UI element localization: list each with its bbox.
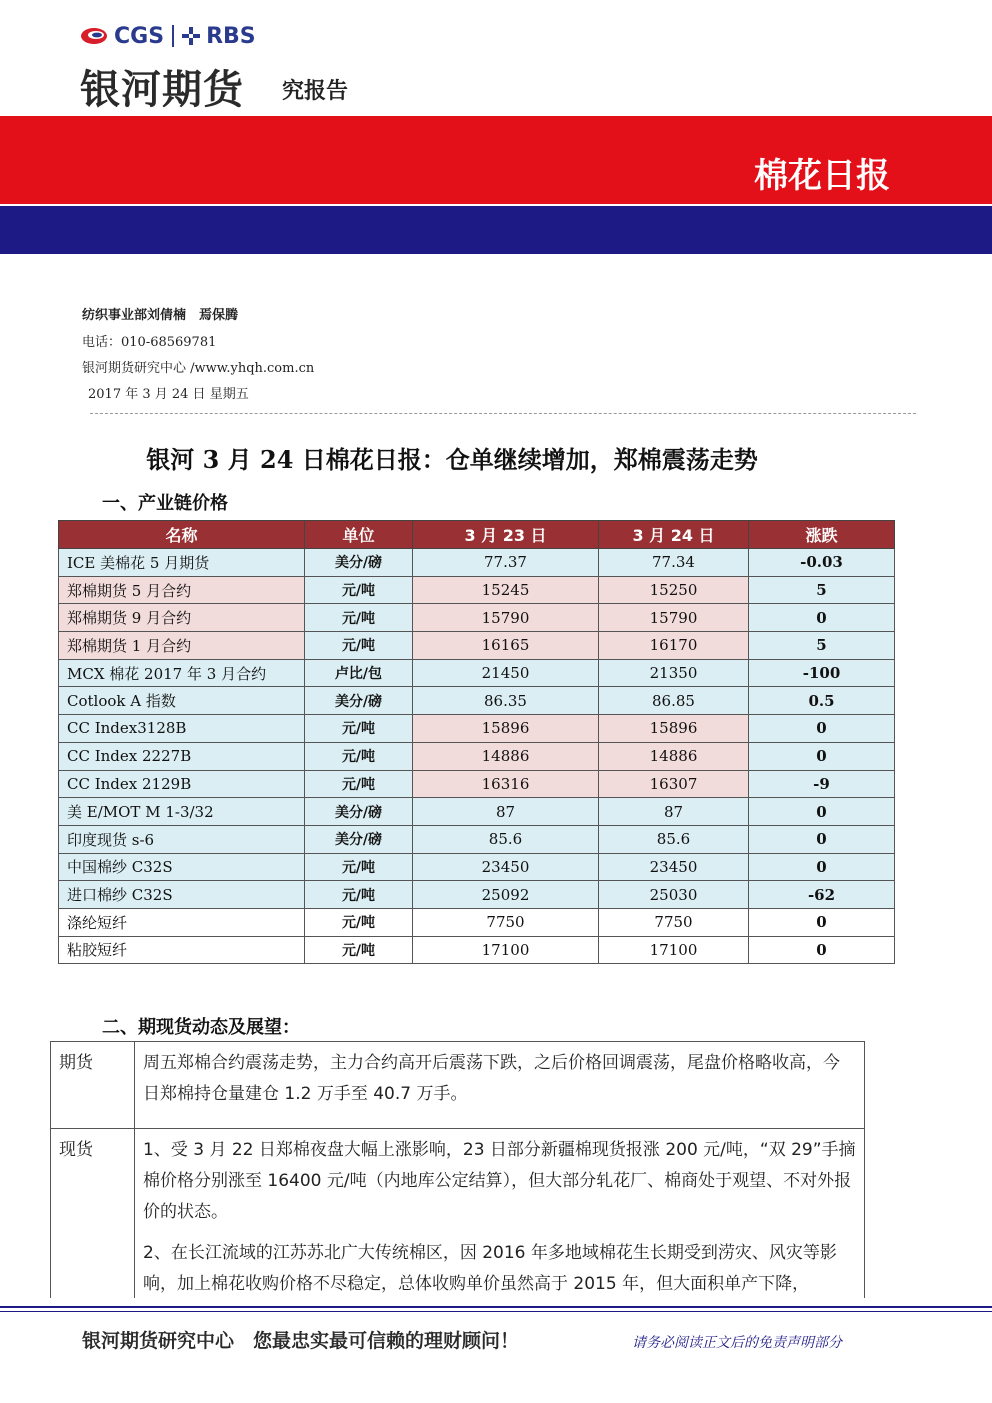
- cell-change: 5: [749, 576, 895, 604]
- col-header-unit: 单位: [305, 521, 413, 549]
- cell-unit: 元/吨: [305, 770, 413, 798]
- cell-unit: 美分/磅: [305, 825, 413, 853]
- cell-name: Cotlook A 指数: [59, 687, 305, 715]
- cell-day1: 87: [413, 798, 599, 826]
- cell-day2: 16170: [599, 632, 749, 660]
- section-title-prices: 一、产业链价格: [102, 493, 228, 514]
- table-row: [59, 881, 895, 909]
- company-name: 银河期货: [80, 67, 244, 113]
- cell-name: 涤纶短纤: [59, 908, 305, 936]
- footer-disclaimer: 请务必阅读正文后的免责声明部分: [632, 1335, 842, 1351]
- cell-name: 粘胶短纤: [59, 936, 305, 964]
- rbs-daisy-icon: [182, 27, 200, 45]
- cell-unit: 卢比/包: [305, 659, 413, 687]
- table-row: [59, 687, 895, 715]
- table-row: [59, 549, 895, 577]
- cell-change: -62: [749, 881, 895, 909]
- col-header-name: 名称: [59, 521, 305, 549]
- cell-day2: 86.85: [599, 687, 749, 715]
- spot-paragraph-2: 2、在长江流域的江苏苏北广大传统棉区，因 2016 年多地域棉花生长期受到涝灾、风灾等影响，加上棉花收购价格不尽稳定，总体收购单价虽然高于 2015 年，但大面积单产下降，: [143, 1243, 837, 1294]
- footer-slogan: 银河期货研究中心 您最忠实最可信赖的理财顾问！: [82, 1330, 520, 1352]
- cell-change: 0: [749, 604, 895, 632]
- cell-change: -9: [749, 770, 895, 798]
- futures-paragraph: 周五郑棉合约震荡走势，主力合约高开后震荡下跌，之后价格回调震荡，尾盘价格略收高，今日郑棉持仓量建仓 1.2 万手至 40.7 万手。: [143, 1053, 840, 1104]
- cell-day2: 15896: [599, 715, 749, 743]
- table-row: [59, 908, 895, 936]
- cell-unit: 元/吨: [305, 632, 413, 660]
- cell-name: CC Index3128B: [59, 715, 305, 743]
- cell-name: ICE 美棉花 5 月期货: [59, 549, 305, 577]
- cell-day2: 16307: [599, 770, 749, 798]
- cell-change: -0.03: [749, 549, 895, 577]
- cell-day2: 15250: [599, 576, 749, 604]
- cell-name: 郑棉期货 5 月合约: [59, 576, 305, 604]
- col-header-day2: 3 月 24 日: [599, 521, 749, 549]
- cell-unit: 元/吨: [305, 881, 413, 909]
- cell-name: CC Index 2227B: [59, 742, 305, 770]
- divider: [90, 413, 916, 414]
- futures-row: [51, 1042, 865, 1129]
- table-row: [59, 604, 895, 632]
- cell-name: 郑棉期货 9 月合约: [59, 604, 305, 632]
- table-row: [59, 853, 895, 881]
- cell-day1: 16316: [413, 770, 599, 798]
- cell-unit: 美分/磅: [305, 549, 413, 577]
- cell-day2: 14886: [599, 742, 749, 770]
- cell-day1: 86.35: [413, 687, 599, 715]
- report-date: 2017 年 3 月 24 日 星期五: [88, 387, 249, 402]
- table-row: [59, 659, 895, 687]
- spot-row: [51, 1129, 865, 1317]
- cell-name: 进口棉纱 C32S: [59, 881, 305, 909]
- research-center: 银河期货研究中心 /www.yhqh.com.cn: [82, 361, 315, 376]
- cell-day1: 15245: [413, 576, 599, 604]
- cgs-rbs-logo: [80, 22, 256, 50]
- table-row: [59, 576, 895, 604]
- blue-banner: [0, 206, 992, 254]
- table-row: [59, 715, 895, 743]
- table-row: [59, 632, 895, 660]
- footer-rule: [0, 1306, 992, 1308]
- logo-rbs-text: RBS: [206, 23, 256, 49]
- cell-day2: 85.6: [599, 825, 749, 853]
- section-title-outlook: 二、期现货动态及展望：: [102, 1017, 300, 1038]
- table-row: [59, 825, 895, 853]
- cell-day2: 15790: [599, 604, 749, 632]
- spot-label: 现货: [51, 1129, 135, 1317]
- cell-day2: 21350: [599, 659, 749, 687]
- price-table: [58, 520, 895, 964]
- headline: 银河 3 月 24 日棉花日报：仓单继续增加，郑棉震荡走势: [146, 445, 758, 474]
- phone: 电话：010-68569781: [82, 335, 217, 350]
- cell-day1: 23450: [413, 853, 599, 881]
- cell-name: 美 E/MOT M 1-3/32: [59, 798, 305, 826]
- cell-change: 0: [749, 936, 895, 964]
- cell-change: 0: [749, 715, 895, 743]
- cell-name: 郑棉期货 1 月合约: [59, 632, 305, 660]
- cell-change: 0: [749, 742, 895, 770]
- cell-unit: 元/吨: [305, 908, 413, 936]
- cell-change: 0: [749, 798, 895, 826]
- footer-rule-thin: [0, 1311, 992, 1312]
- table-row: [59, 770, 895, 798]
- cell-change: 0.5: [749, 687, 895, 715]
- table-row: [59, 798, 895, 826]
- cell-day1: 15896: [413, 715, 599, 743]
- cell-day2: 7750: [599, 908, 749, 936]
- cell-day1: 25092: [413, 881, 599, 909]
- col-header-day1: 3 月 23 日: [413, 521, 599, 549]
- cell-unit: 美分/磅: [305, 798, 413, 826]
- cell-day2: 17100: [599, 936, 749, 964]
- spot-text: [135, 1129, 865, 1317]
- cell-day1: 7750: [413, 908, 599, 936]
- cell-name: CC Index 2129B: [59, 770, 305, 798]
- cell-name: MCX 棉花 2017 年 3 月合约: [59, 659, 305, 687]
- cell-unit: 元/吨: [305, 604, 413, 632]
- cell-change: 0: [749, 853, 895, 881]
- report-type: 究报告: [282, 79, 349, 104]
- cell-unit: 元/吨: [305, 853, 413, 881]
- table-row: [59, 742, 895, 770]
- logo-cgs-text: CGS: [114, 23, 165, 49]
- cell-change: 0: [749, 908, 895, 936]
- cell-change: 5: [749, 632, 895, 660]
- cell-day2: 77.34: [599, 549, 749, 577]
- cell-day1: 15790: [413, 604, 599, 632]
- cell-name: 印度现货 s-6: [59, 825, 305, 853]
- table-row: [59, 936, 895, 964]
- cell-unit: 美分/磅: [305, 687, 413, 715]
- table-header-row: [59, 521, 895, 549]
- outlook-table: [50, 1041, 865, 1317]
- futures-label: 期货: [51, 1042, 135, 1129]
- cell-unit: 元/吨: [305, 742, 413, 770]
- cgs-swirl-icon: [80, 26, 108, 46]
- cell-day2: 25030: [599, 881, 749, 909]
- cell-change: 0: [749, 825, 895, 853]
- cell-day1: 17100: [413, 936, 599, 964]
- cell-day2: 23450: [599, 853, 749, 881]
- futures-text: [135, 1042, 865, 1129]
- cell-unit: 元/吨: [305, 715, 413, 743]
- authors: 纺织事业部刘倩楠 焉保腾: [82, 308, 239, 323]
- spot-paragraph-1: 1、受 3 月 22 日郑棉夜盘大幅上涨影响，23 日部分新疆棉现货报涨 200 元/吨，“双 29”手摘棉价格分别涨至 16400 元/吨（内地库公定结算），但大部分轧花厂、棉商处于观望、不对外报价的状态。: [143, 1140, 856, 1222]
- logo-divider: [172, 25, 174, 47]
- cell-change: -100: [749, 659, 895, 687]
- report-title: 棉花日报: [754, 156, 890, 196]
- cell-name: 中国棉纱 C32S: [59, 853, 305, 881]
- cell-unit: 元/吨: [305, 936, 413, 964]
- cell-day1: 21450: [413, 659, 599, 687]
- cell-day1: 14886: [413, 742, 599, 770]
- col-header-change: 涨跌: [749, 521, 895, 549]
- cell-day1: 85.6: [413, 825, 599, 853]
- cell-day1: 16165: [413, 632, 599, 660]
- cell-unit: 元/吨: [305, 576, 413, 604]
- cell-day2: 87: [599, 798, 749, 826]
- cell-day1: 77.37: [413, 549, 599, 577]
